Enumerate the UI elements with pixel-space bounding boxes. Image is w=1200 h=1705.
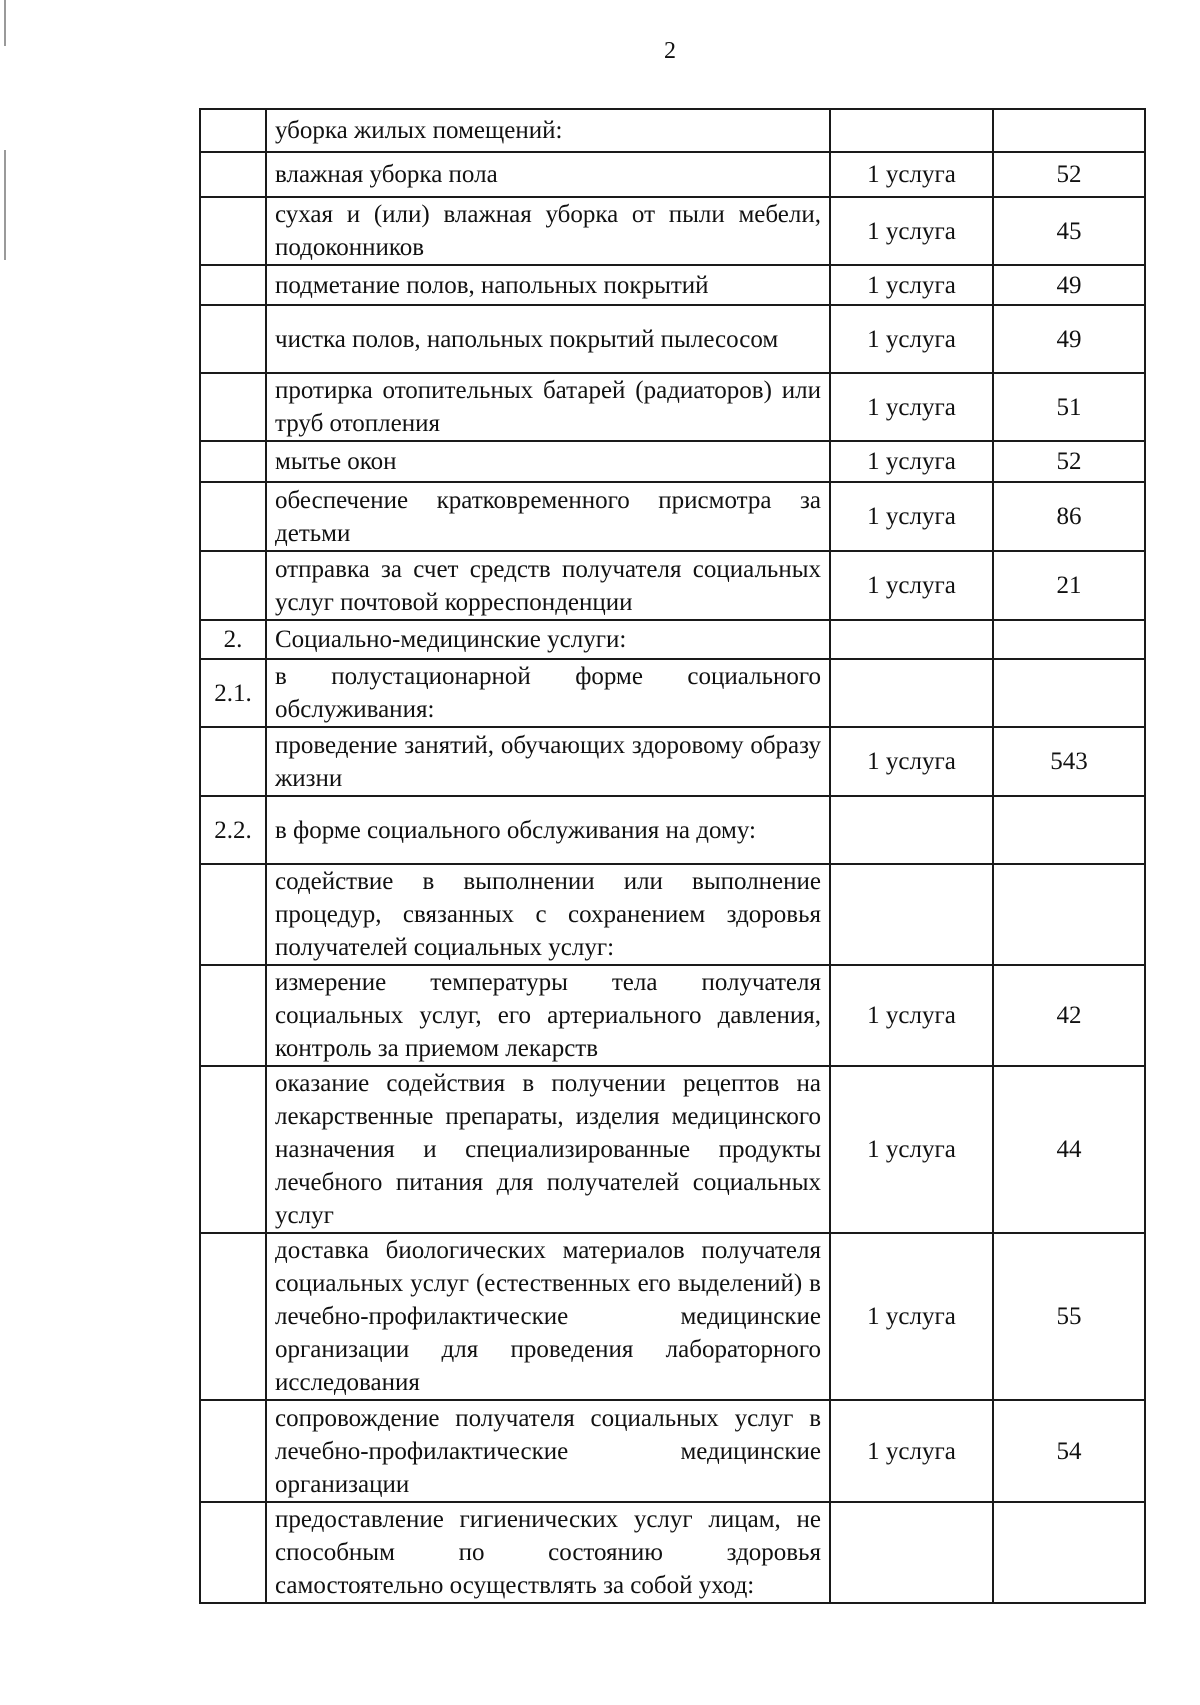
table-row bbox=[200, 373, 1145, 441]
service-name: подметание полов, напольных покрытий bbox=[266, 265, 830, 305]
row-number bbox=[200, 1400, 266, 1502]
service-unit: 1 услуга bbox=[830, 265, 993, 305]
scan-edge-mark bbox=[4, 150, 6, 210]
service-unit bbox=[830, 620, 993, 659]
service-unit bbox=[830, 1502, 993, 1603]
service-unit bbox=[830, 864, 993, 965]
service-price bbox=[993, 620, 1145, 659]
row-number bbox=[200, 305, 266, 373]
row-number bbox=[200, 441, 266, 482]
service-name: отправка за счет средств получателя социальных услуг почтовой корреспонденции bbox=[266, 551, 830, 620]
table-row bbox=[200, 727, 1145, 796]
row-number bbox=[200, 152, 266, 197]
table-row bbox=[200, 265, 1145, 305]
service-price: 49 bbox=[993, 265, 1145, 305]
service-price bbox=[993, 796, 1145, 864]
service-price: 52 bbox=[993, 152, 1145, 197]
page-number: 2 bbox=[664, 38, 676, 64]
row-number bbox=[200, 373, 266, 441]
service-price: 543 bbox=[993, 727, 1145, 796]
service-unit: 1 услуга bbox=[830, 551, 993, 620]
service-price: 55 bbox=[993, 1233, 1145, 1400]
row-number bbox=[200, 482, 266, 551]
table-row bbox=[200, 441, 1145, 482]
service-name: обеспечение кратковременного присмотра за детьми bbox=[266, 482, 830, 551]
service-price: 21 bbox=[993, 551, 1145, 620]
service-name: в полустационарной форме социального обслуживания: bbox=[266, 659, 830, 727]
row-number bbox=[200, 1233, 266, 1400]
table-row bbox=[200, 1502, 1145, 1603]
table-row bbox=[200, 1233, 1145, 1400]
service-name: сопровождение получателя социальных услуг в лечебно-профилактические медицинские организации bbox=[266, 1400, 830, 1502]
service-name: оказание содействия в получении рецептов на лекарственные препараты, изделия медицинского назначения и специализированные продукты лечебного питания для получателей социальных услуг bbox=[266, 1066, 830, 1233]
service-unit: 1 услуга bbox=[830, 441, 993, 482]
service-price: 45 bbox=[993, 197, 1145, 265]
service-price: 42 bbox=[993, 965, 1145, 1066]
service-unit bbox=[830, 109, 993, 152]
service-name: Социально-медицинские услуги: bbox=[266, 620, 830, 659]
service-name: мытье окон bbox=[266, 441, 830, 482]
service-name: влажная уборка пола bbox=[266, 152, 830, 197]
service-price bbox=[993, 109, 1145, 152]
scan-edge-mark bbox=[4, 205, 6, 260]
row-number bbox=[200, 1502, 266, 1603]
row-number bbox=[200, 551, 266, 620]
row-number bbox=[200, 965, 266, 1066]
service-name: предоставление гигиенических услуг лицам, не способным по состоянию здоровья самостоятельно осуществлять за собой уход: bbox=[266, 1502, 830, 1603]
row-number: 2. bbox=[200, 620, 266, 659]
table-row bbox=[200, 305, 1145, 373]
row-number bbox=[200, 1066, 266, 1233]
table-row bbox=[200, 1400, 1145, 1502]
service-name: чистка полов, напольных покрытий пылесосом bbox=[266, 305, 830, 373]
service-name: доставка биологических материалов получателя социальных услуг (естественных его выделений) в лечебно-профилактические медицинские организации для проведения лабораторного исследования bbox=[266, 1233, 830, 1400]
table-row bbox=[200, 965, 1145, 1066]
service-price: 86 bbox=[993, 482, 1145, 551]
service-unit: 1 услуга bbox=[830, 1233, 993, 1400]
row-number bbox=[200, 864, 266, 965]
row-number: 2.1. bbox=[200, 659, 266, 727]
service-price: 52 bbox=[993, 441, 1145, 482]
service-unit: 1 услуга bbox=[830, 197, 993, 265]
row-number bbox=[200, 727, 266, 796]
service-name: протирка отопительных батарей (радиаторов) или труб отопления bbox=[266, 373, 830, 441]
service-price bbox=[993, 659, 1145, 727]
service-unit bbox=[830, 659, 993, 727]
table-row bbox=[200, 482, 1145, 551]
services-price-table bbox=[199, 108, 1146, 1604]
table-row bbox=[200, 551, 1145, 620]
service-name: проведение занятий, обучающих здоровому образу жизни bbox=[266, 727, 830, 796]
table-row bbox=[200, 197, 1145, 265]
service-unit: 1 услуга bbox=[830, 1066, 993, 1233]
service-unit: 1 услуга bbox=[830, 965, 993, 1066]
service-unit: 1 услуга bbox=[830, 305, 993, 373]
row-number bbox=[200, 265, 266, 305]
table-row bbox=[200, 659, 1145, 727]
row-number bbox=[200, 197, 266, 265]
service-price: 44 bbox=[993, 1066, 1145, 1233]
table-row bbox=[200, 152, 1145, 197]
service-price: 54 bbox=[993, 1400, 1145, 1502]
service-name: уборка жилых помещений: bbox=[266, 109, 830, 152]
service-price bbox=[993, 864, 1145, 965]
table-row bbox=[200, 864, 1145, 965]
service-name: сухая и (или) влажная уборка от пыли мебели, подоконников bbox=[266, 197, 830, 265]
table-row bbox=[200, 109, 1145, 152]
service-unit: 1 услуга bbox=[830, 152, 993, 197]
service-price bbox=[993, 1502, 1145, 1603]
row-number: 2.2. bbox=[200, 796, 266, 864]
service-unit: 1 услуга bbox=[830, 1400, 993, 1502]
table-row bbox=[200, 1066, 1145, 1233]
table-row bbox=[200, 620, 1145, 659]
service-price: 51 bbox=[993, 373, 1145, 441]
service-unit: 1 услуга bbox=[830, 373, 993, 441]
service-unit bbox=[830, 796, 993, 864]
service-name: измерение температуры тела получателя социальных услуг, его артериального давления, контроль за приемом лекарств bbox=[266, 965, 830, 1066]
service-name: содействие в выполнении или выполнение процедур, связанных с сохранением здоровья получателей социальных услуг: bbox=[266, 864, 830, 965]
row-number bbox=[200, 109, 266, 152]
service-name: в форме социального обслуживания на дому: bbox=[266, 796, 830, 864]
service-price: 49 bbox=[993, 305, 1145, 373]
table-row bbox=[200, 796, 1145, 864]
service-unit: 1 услуга bbox=[830, 482, 993, 551]
service-unit: 1 услуга bbox=[830, 727, 993, 796]
